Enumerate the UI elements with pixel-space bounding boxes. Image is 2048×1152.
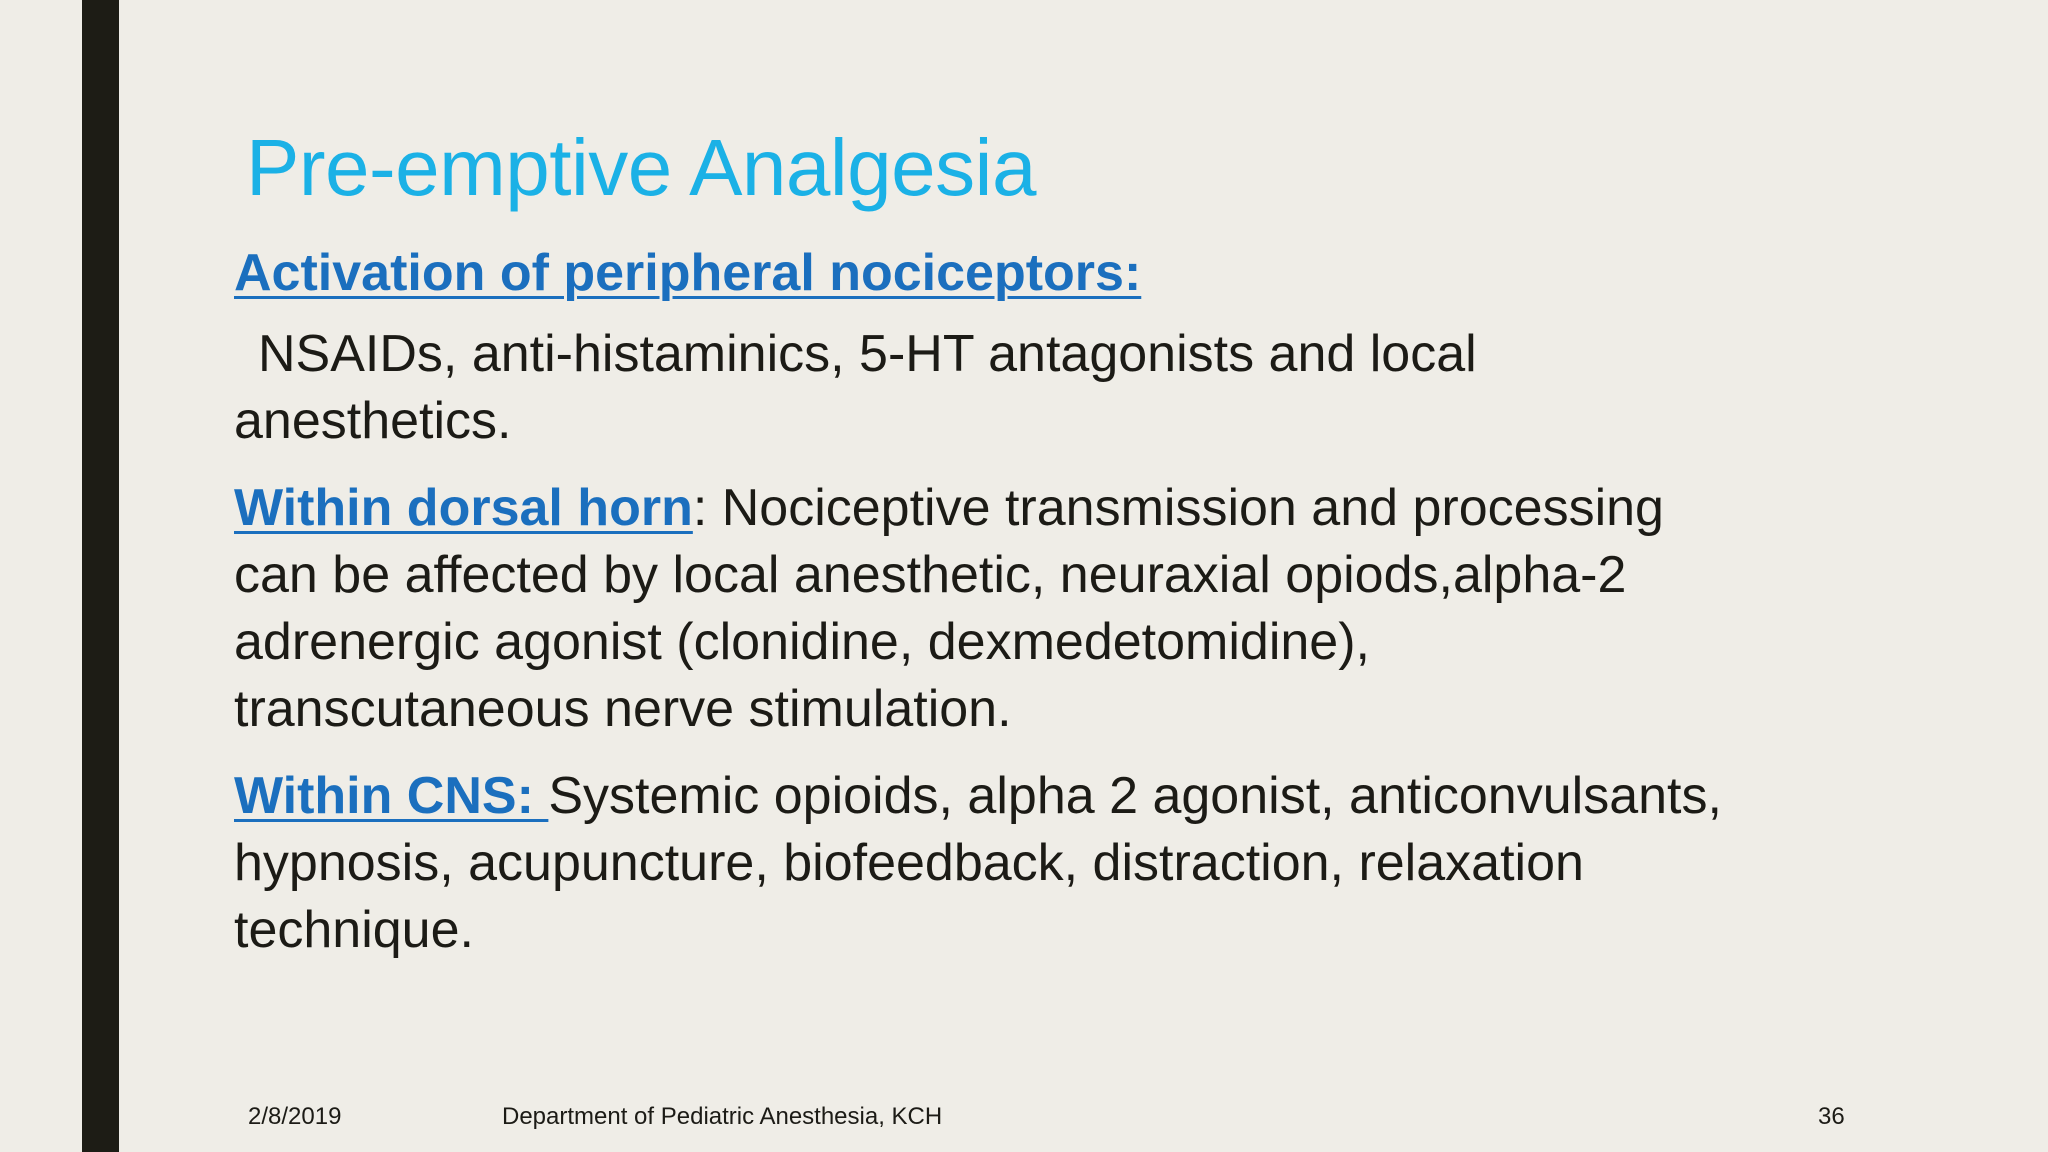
peripheral-heading-text: Activation of peripheral nociceptors: [234, 244, 1142, 302]
footer-page-number: 36 [1818, 1103, 1845, 1130]
dorsal-horn-text-1: : Nociceptive transmission and processing [692, 479, 1664, 537]
dorsal-horn-section [234, 475, 1874, 743]
side-accent-bar [82, 0, 119, 1152]
cns-lead: Within CNS: [234, 767, 549, 825]
cns-line-3: technique. [234, 901, 474, 959]
peripheral-line-2: anesthetics. [234, 392, 512, 450]
footer-department: Department of Pediatric Anesthesia, KCH [502, 1103, 943, 1130]
cns-line-2: hypnosis, acupuncture, biofeedback, distraction, relaxation [234, 834, 1584, 892]
footer-date: 2/8/2019 [248, 1103, 342, 1130]
slide-body [234, 240, 1874, 964]
dorsal-horn-lead: Within dorsal horn [234, 479, 693, 537]
dorsal-horn-line-3: adrenergic agonist (clonidine, dexmedetomidine), [234, 613, 1370, 671]
peripheral-heading [234, 240, 1874, 307]
peripheral-section [234, 240, 1874, 455]
cns-text-1: Systemic opioids, alpha 2 agonist, anticonvulsants, [548, 767, 1722, 825]
slide-title: Pre-emptive Analgesia [246, 123, 1036, 212]
dorsal-horn-line-1 [234, 475, 1874, 542]
cns-line-1 [234, 763, 1874, 830]
dorsal-horn-line-2: can be affected by local anesthetic, neuraxial opiods,alpha-2 [234, 546, 1627, 604]
cns-section [234, 763, 1874, 964]
peripheral-line-1: NSAIDs, anti-histaminics, 5-HT antagonists and local [258, 325, 1477, 383]
dorsal-horn-line-4: transcutaneous nerve stimulation. [234, 680, 1012, 738]
